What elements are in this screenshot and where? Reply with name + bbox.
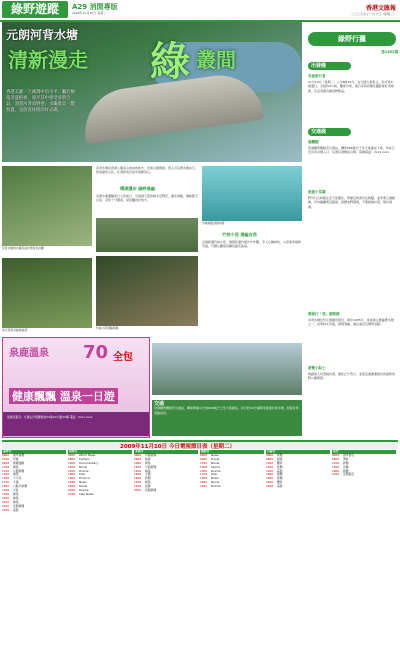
tv-channel-name: 翡翠台 [2,450,66,454]
tv-program-time: 1200 [68,464,76,469]
tv-channel-name: 電台 [332,450,396,454]
transport-text: 乘港鐵西鐵綫至元朗站，轉乘專線小巴或K66號巴士至大棠總站，步行約30分鐘即可到達河背水塘，回程可乘原路返回。 [154,406,299,415]
tv-program-time: 0900 [332,456,340,461]
tv-program-title: Cartoon [79,456,91,461]
tv-program-time: 2200 [68,488,76,493]
tv-program-title: 財經 [145,456,151,461]
ad-address: 查詢及報名：九龍尖沙咀彌敦道XX號XX大廈XX樓 電話：2xxx xxxx [7,415,93,419]
tv-program-time: 0700 [2,456,10,461]
tv-program-time: 1900 [2,488,10,493]
tv-program-title: 電影 [277,484,283,489]
tv-program-time: 1000 [266,460,274,465]
tv-channel-column [332,450,396,646]
tv-program-time: 1600 [266,472,274,477]
tv-program-time: 1000 [68,460,76,465]
tv-program-title: Movie [211,460,220,465]
tv-program-title: 劇集 [13,472,19,477]
tv-program-time: 1600 [134,472,142,477]
tv-program-time: 1400 [68,468,76,473]
sidebar-logo: 綠野行獵 [308,32,396,46]
tv-program-time: 1400 [266,468,274,473]
tv-program-time: 1030 [2,464,10,469]
tv-program-time: 1930 [134,480,142,485]
tv-program-time: 0930 [2,460,10,465]
tv-program-title: 體育 [277,480,283,485]
tv-program-time: 1330 [2,472,10,477]
tv-program-time: 2300 [134,488,142,493]
tv-program-title: 劇集 [13,495,19,500]
tv-program-time: 0800 [134,456,142,461]
tv-program-title: 新聞 [277,452,283,457]
tv-program-title: 綜藝 [145,484,151,489]
tv-program-time: 0900 [200,456,208,461]
sidebar-heading: 交通綫 [308,128,351,136]
tv-program-time: 1800 [68,476,76,481]
tv-program-time: 2000 [68,484,76,489]
tv-program-time: 1800 [134,476,142,481]
tv-channel-column [134,450,198,646]
tv-channel-column [2,450,66,646]
tv-program-time: 2200 [200,484,208,489]
tv-program-title: 夜間新聞 [13,503,25,508]
tv-program-time: 0600 [134,452,142,457]
tv-program-title: 新聞 [343,468,349,473]
tv-channel-column [68,450,132,646]
tv-program-row [266,485,330,489]
tv-program-time: 2030 [2,495,10,500]
hero-title-main: 清新漫走 [8,48,88,72]
tv-program-time: 1000 [134,460,142,465]
tv-program-time: 2130 [2,499,10,504]
photo-caption: 步行徑兩旁綠樹成蔭 [2,328,28,332]
ad-percent: 70 [83,342,109,363]
tv-program-time: 0600 [332,452,340,457]
tv-program-title: Drama [79,488,89,493]
photo-path [2,258,92,328]
tv-program-time: 0600 [2,452,10,457]
sidebar-text: 建議遊人於清晨出發，避免正午烈日，並留意漁護署發出的最新郊野公園資訊。 [308,372,396,381]
sidebar-heading: 出發綫 [308,62,351,70]
photo-trees [96,218,198,252]
tv-program-title: News [79,480,87,485]
tv-program-title: Movie [79,484,88,489]
tv-program-row [200,485,264,489]
sidebar-subheading: 遊覽小貼士 [308,366,326,370]
tv-program-time: 1400 [134,468,142,473]
transport-box [152,400,302,436]
newspaper-name: 香港文匯報 [365,5,396,12]
tv-program-title: 體育 [277,460,283,465]
tv-program-title: 劇集 [13,499,19,504]
tv-program-title: Sports [211,464,220,469]
header-date: 2009年11月10日 星期二 [72,11,107,15]
tv-program-time: 1230 [2,468,10,473]
tv-program-title: 娛樂頭條 [13,460,25,465]
tv-program-row [68,493,132,497]
tv-program-time: 1500 [2,476,10,481]
photo-dam-view [152,343,302,395]
photo-bamboo [96,256,198,326]
tv-program-title: 早晨新聞 [145,452,157,457]
tv-program-title: 早晨 [13,456,19,461]
tv-program-time: 1600 [68,472,76,477]
tv-channel-name: 本港台 [134,450,198,454]
sidebar-subheading: 旅遊小常識 [308,190,326,194]
tv-program-time: 1100 [200,460,208,465]
tv-channel-name: 明珠台 [68,450,132,454]
tv-program-time: 1900 [200,476,208,481]
tv-program-title: 午間新聞 [13,468,25,473]
tv-program-title: Documentary [79,460,99,465]
tv-program-time: 0600 [266,452,274,457]
photo-caption: 河背水塘的水壩及溢洪道景色壯觀 [2,246,44,250]
tv-program-title: Drama [211,468,221,473]
tv-program-title: 劇集 [13,464,19,469]
tv-program-title: 電影 [13,507,19,512]
tv-program-row [134,489,198,493]
tv-program-title: Kids [211,472,217,477]
tv-program-title: 音樂 [343,464,349,469]
photo-caption: 水塘湖面清澈如鏡 [202,221,225,225]
tv-program-title: 新聞 [343,460,349,465]
tv-channel-name: 有線台 [266,450,330,454]
ad-slogan: 健康飄飄 溫泉一日遊 [9,388,118,404]
tv-program-time: 1930 [68,480,76,485]
tv-program-title: 夜間節目 [343,472,355,477]
tv-program-time: 2000 [200,480,208,485]
sidebar-text: 野外行山時應注意天氣變化，帶備足夠清水及乾糧，並穿著合適鞋履，切勿偏離既定路線，保護郊野環境，不要亂拋垃圾，保持清潔。 [308,196,396,209]
sidebar-subheading: 長途旅行者 [308,74,326,78]
advertisement-hotspring[interactable] [2,337,150,438]
tv-channel-name: 國際台 [200,450,264,454]
tv-program-time: 0800 [68,456,76,461]
tv-program-title: News [211,476,219,481]
sidebar-subheading: 港鐵綫 [308,140,319,144]
hero-title-accent: 綠 [150,39,190,85]
hero-title-location: 元朗河背水塘 [6,28,79,42]
tv-program-title: Kids [79,472,85,477]
tv-program-title: Drama [211,484,221,489]
tv-program-title: 午間新聞 [145,464,157,469]
article-paragraph: 沿途經過竹林小徑，微風吹過竹葉沙沙作響，令人心曠神怡，小徑兩旁植物茂盛，可細心觀察各種昆蟲及雀鳥。 [202,240,302,249]
tv-program-title: 劇集 [145,480,151,485]
tv-program-title: World News [79,452,96,457]
sidebar-text: 河背水塘位於元朗錦田附近，建於1965年，是香港主要灌溉水塘之一，四周林木茂盛，環境清幽，適宜遠足及燒烤活動。 [308,318,394,327]
tv-program-time: 1500 [332,464,340,469]
tv-program-title: 劇集 [13,491,19,496]
tv-program-title: 晨早節目 [343,452,355,457]
tv-program-time: 2330 [2,507,10,512]
tv-program-title: 晨早新聞 [13,452,25,457]
article-paragraph: 沿著水塘邊緣的行人徑前行，可看到大量的樹木及野花，湖水清澈，倒映藍天白雲，景色十分優美，是拍攝的好地方。 [96,194,199,203]
page-header [0,0,400,22]
tv-program-title: 劇集 [145,468,151,473]
tv-program-row [332,473,396,477]
tv-program-time: 0600 [68,452,76,457]
tv-channel-column [266,450,330,646]
sidebar-subheading: 環保行「郊」遊路線 [308,312,340,316]
tv-program-time: 0600 [200,452,208,457]
tv-program-title: 六點半新聞 [13,484,27,489]
tv-program-time: 1300 [200,464,208,469]
tv-program-time: 1730 [2,480,10,485]
tv-program-title: 財經 [277,456,283,461]
tv-program-title: Movie [211,480,220,485]
tv-program-title: Finance [79,476,90,481]
transport-heading: 交通 [154,401,165,407]
hero-intro: 香港美麗一天溪澗中的水平，屬於樹蔭茂盛植被，漫步其中感受清新空氣，漫遊河背郊野徑，水壩群景一覽無遺，是旅客休閒的好去處。 [6,90,75,113]
section-brand: 綠野遊蹤 [2,1,68,18]
tv-program-title: Travel [211,456,220,461]
tv-program-title: 電影 [277,468,283,473]
tv-program-time: 1800 [266,476,274,481]
sidebar [304,22,398,436]
tv-channel-column [200,450,264,646]
tv-program-title: 天氣 [13,488,19,493]
photo-lake [202,166,302,221]
tv-program-time: 0800 [266,456,274,461]
ad-offer: 全包 [113,352,133,363]
tv-program-time: 1700 [200,472,208,477]
ad-brand: 泉鹿溫泉 [9,348,49,359]
tv-program-time: 1930 [2,491,10,496]
tv-program-time: 1200 [332,460,340,465]
tv-program-row [2,509,66,513]
tv-program-time: 2100 [134,484,142,489]
tv-program-title: News [211,452,219,457]
tv-program-time: 1200 [266,464,274,469]
tv-program-time: 1800 [332,468,340,473]
article-heading: 竹林小徑 清幽自然 [222,232,257,237]
tv-program-title: 新聞 [145,476,151,481]
article-heading: 環湖漫步 綠野尋幽 [120,186,155,191]
photo-caption: 竹林小徑清幽寧靜 [96,326,119,330]
tv-title: 2009年11月10日 今日電視節目表（星期二） [120,444,236,450]
section-label: A29 消閒專版 [72,3,118,11]
tv-program-title: 夜間新聞 [145,488,157,493]
tv-program-time: 2230 [2,503,10,508]
tv-program-time: 1200 [134,464,142,469]
tv-program-title: 清談 [343,456,349,461]
tv-program-time: 2330 [68,491,76,496]
tv-program-time: 1500 [200,468,208,473]
tv-program-title: 劇集 [145,460,151,465]
photo-forest [2,166,92,246]
tv-program-title: 下午茶 [13,476,22,481]
tv-program-title: Late News [79,491,94,496]
article-paragraph: 河背水塘是香港人稱為小桂林的地方，四周山巒環繞，遊人可沿著水塘步行，欣賞湖光山色，在清新的空氣中放鬆身心。 [96,166,199,175]
tv-program-time: 2100 [332,472,340,477]
newspaper-date: 二〇〇九年十一月十日（星期二） [350,12,396,16]
sidebar-text: 11月10日（星期二）上午8時30分，在元朗大棠集合，沿河背水塘漫行，全程約4小時，難度中等，適合家庭同樂及攝影愛好者參與，有意者請自備食物飲品。 [308,80,394,93]
hero-title-end: 叢間 [196,48,236,72]
tv-listings [2,440,398,649]
tv-program-title: 卡通 [145,472,151,477]
tv-program-time: 2200 [266,484,274,489]
tv-program-time: 1830 [2,484,10,489]
tv-program-title: 娛樂 [277,472,283,477]
issue-number: 第1302期 [381,50,398,54]
tv-program-title: 新聞 [277,464,283,469]
tv-program-title: 新聞 [277,476,283,481]
tv-program-title: Drama [79,468,89,473]
tv-program-title: 卡通 [13,480,19,485]
tv-program-title: Movie [79,464,88,469]
tv-program-time: 2000 [266,480,274,485]
sidebar-text: 乘港鐵西鐵綫至元朗站，轉乘K66號巴士至大棠總站下車，再步行至河背水塘入口，沿途有清晰指示牌。查詢電話：2xxx xxxx [308,146,395,155]
